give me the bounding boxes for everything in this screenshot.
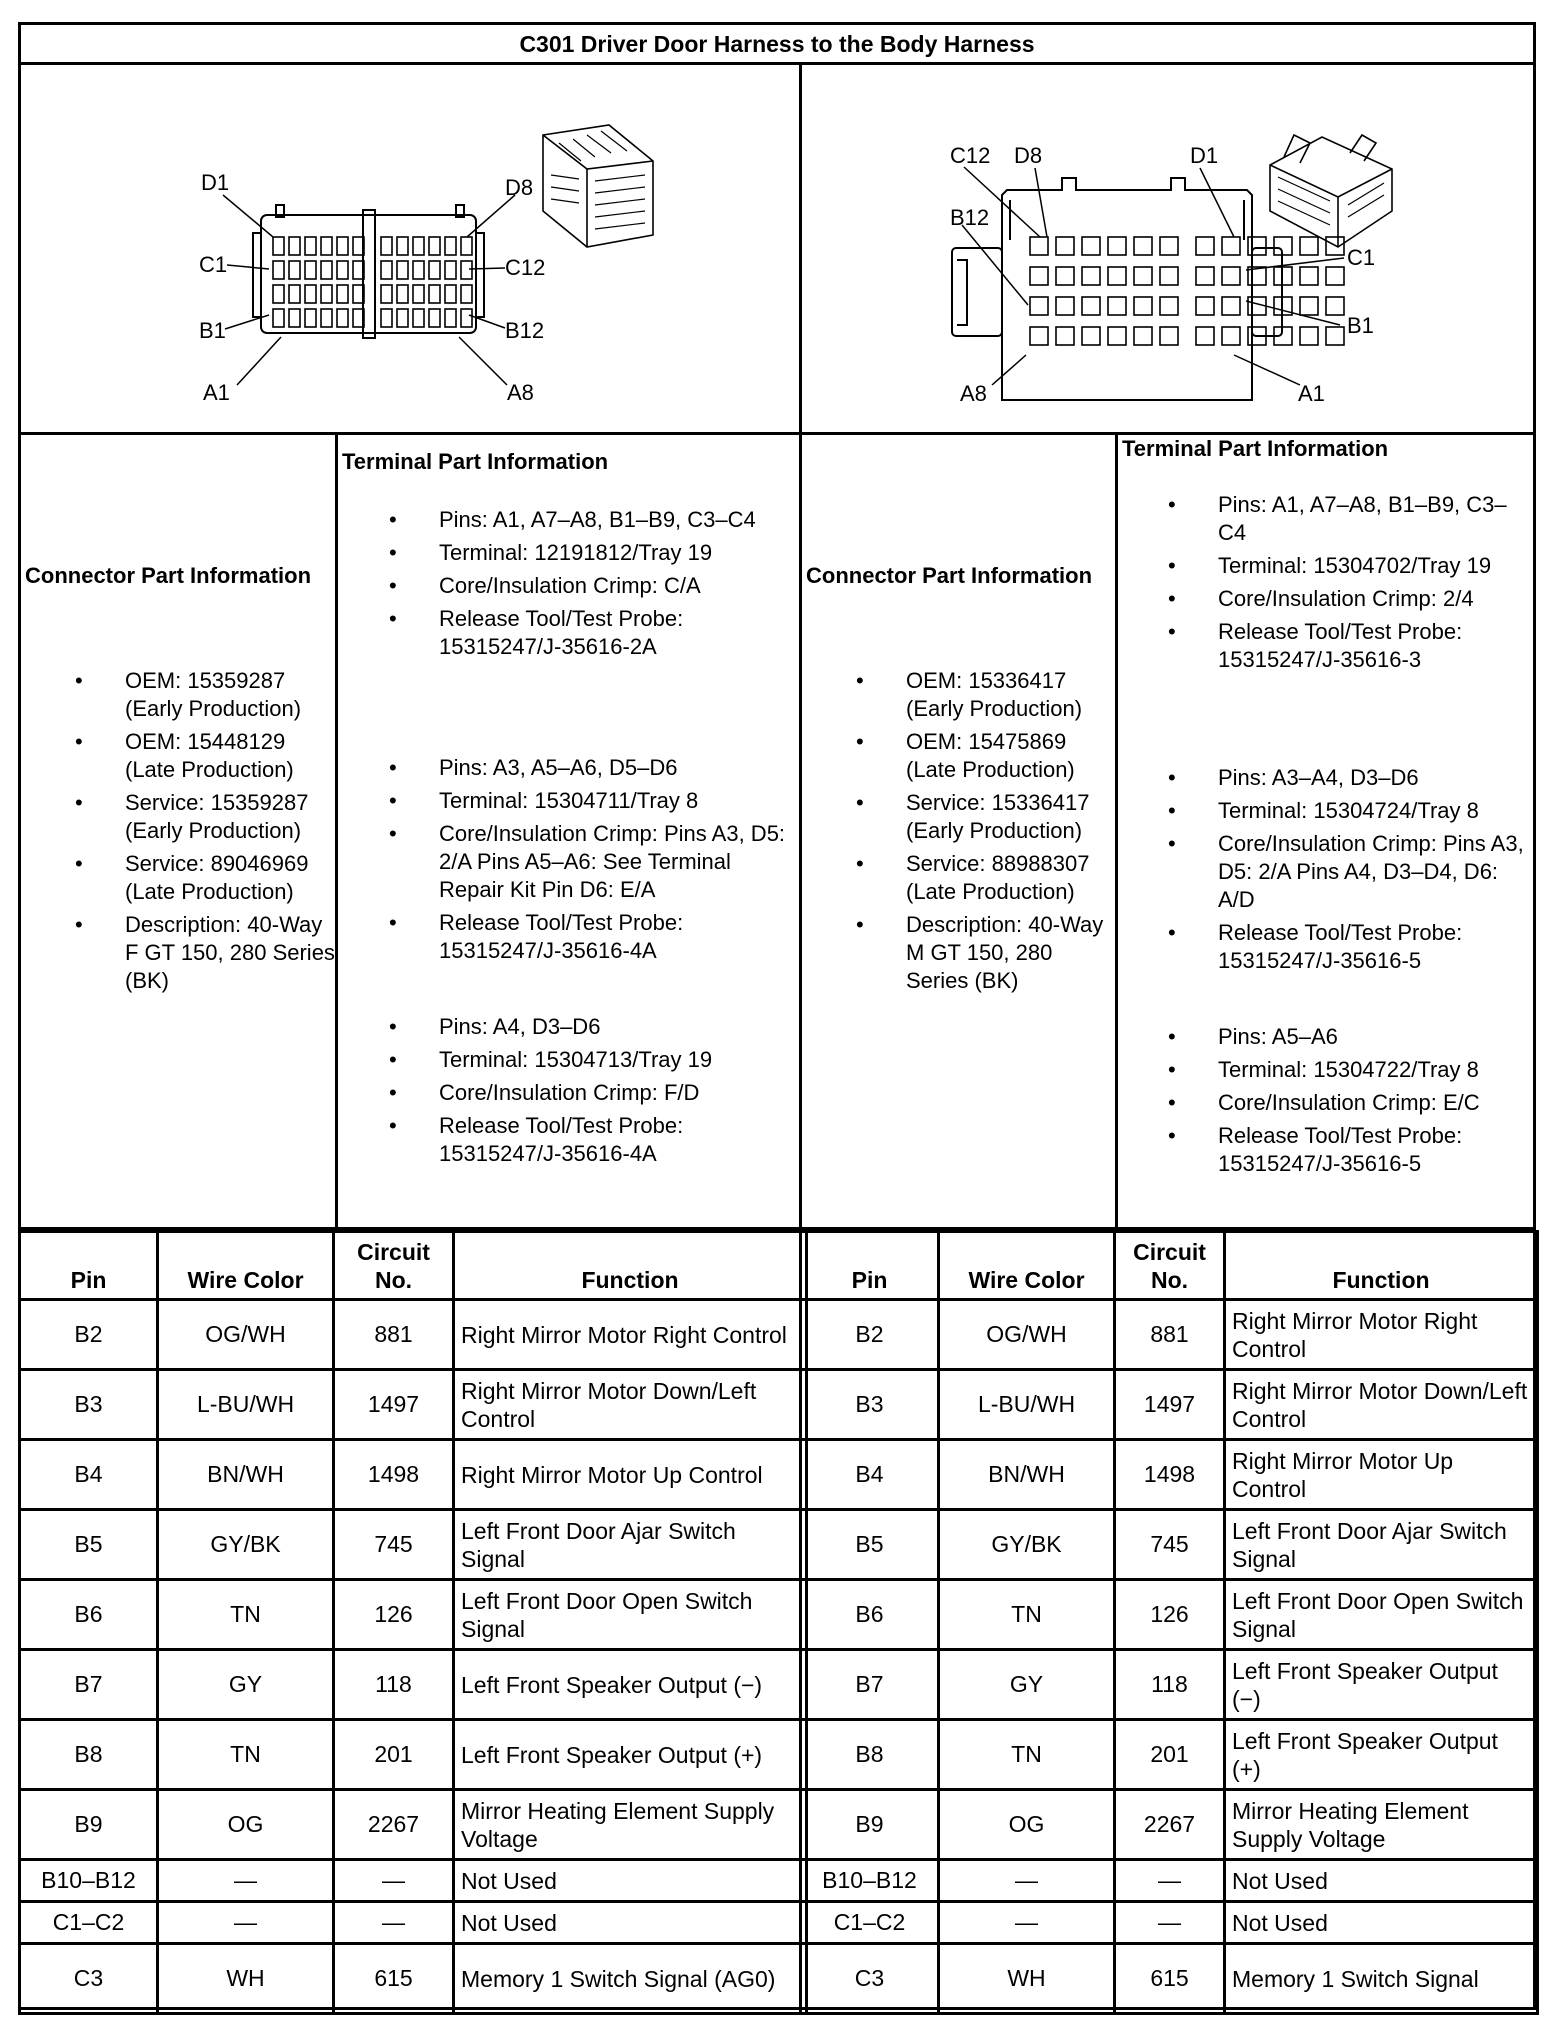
- circuit-cell: 126: [334, 1580, 454, 1650]
- table-row: [801, 1370, 1538, 1440]
- list-item: • Core/Insulation Crimp: C/A: [439, 572, 799, 600]
- terminal-heading: Terminal Part Information: [1122, 436, 1389, 461]
- terminal-heading: Terminal Part Information: [342, 449, 609, 474]
- wire-color-cell: —: [158, 1860, 334, 1902]
- pin-cell: B4: [20, 1440, 158, 1510]
- header-wire-color: Wire Color: [158, 1232, 334, 1300]
- function-cell: Right Mirror Motor Down/Left Control: [1225, 1370, 1538, 1440]
- cavity: [305, 261, 316, 279]
- pin: [1056, 267, 1074, 285]
- cavity: [321, 261, 332, 279]
- header-circuit: Circuit No.: [1115, 1232, 1225, 1300]
- function-cell: Right Mirror Motor Right Control: [1225, 1300, 1538, 1370]
- connector-sheet: [18, 22, 1536, 2010]
- wire-color-cell: GY/BK: [158, 1510, 334, 1580]
- cavity: [337, 309, 348, 327]
- cavity: [273, 309, 284, 327]
- cavity: [429, 285, 440, 303]
- circuit-cell: 118: [1115, 1650, 1225, 1720]
- table-row: [801, 1300, 1538, 1370]
- table-row: [801, 1580, 1538, 1650]
- wire-color-cell: TN: [939, 1580, 1115, 1650]
- function-cell: Not Used: [1225, 1902, 1538, 1944]
- cavity: [461, 285, 472, 303]
- pin-cell: B8: [801, 1720, 939, 1790]
- circuit-cell: 881: [334, 1300, 454, 1370]
- list-item: • Terminal: 15304711/Tray 8: [439, 787, 799, 815]
- pin-cell: B5: [20, 1510, 158, 1580]
- list-item: • Release Tool/Test Probe: 15315247/J-35616-2A: [439, 605, 799, 661]
- function-cell: Right Mirror Motor Down/Left Control: [454, 1370, 807, 1440]
- circuit-cell: 745: [1115, 1510, 1225, 1580]
- pin: [1300, 297, 1318, 315]
- cavity: [397, 261, 408, 279]
- label-d1: D1: [1190, 143, 1219, 168]
- circuit-cell: 2267: [1115, 1790, 1225, 1860]
- list-item: • Release Tool/Test Probe: 15315247/J-35616-4A: [439, 1112, 799, 1168]
- table-row: [20, 1860, 807, 1902]
- cavity: [445, 285, 456, 303]
- function-cell: Left Front Door Ajar Switch Signal: [454, 1510, 807, 1580]
- circuit-cell: —: [334, 1902, 454, 1944]
- pin: [1134, 237, 1152, 255]
- header-wire-color: Wire Color: [939, 1232, 1115, 1300]
- pin: [1160, 237, 1178, 255]
- list-item: • Release Tool/Test Probe: 15315247/J-35616-5: [1218, 919, 1528, 975]
- cavity: [273, 285, 284, 303]
- pin-cell: C1–C2: [801, 1902, 939, 1944]
- pin-cell: C3: [801, 1944, 939, 2014]
- list-item: • Terminal: 15304702/Tray 19: [1218, 552, 1528, 580]
- right-pin-table: [799, 1230, 1539, 2015]
- wire-color-cell: TN: [158, 1720, 334, 1790]
- cavity: [429, 309, 440, 327]
- wire-color-cell: OG: [158, 1790, 334, 1860]
- female-connector-diagram: [21, 65, 802, 432]
- header-circuit: Circuit No.: [334, 1232, 454, 1300]
- wire-color-cell: OG/WH: [939, 1300, 1115, 1370]
- list-item: • Description: 40-Way M GT 150, 280 Series (BK): [906, 911, 1114, 995]
- pin-cell: B10–B12: [20, 1860, 158, 1902]
- label-d8: D8: [505, 175, 534, 200]
- cavity: [289, 261, 300, 279]
- pin: [1326, 327, 1344, 345]
- pin: [1108, 327, 1126, 345]
- right-connector-info: [799, 435, 1115, 1227]
- wire-color-cell: —: [158, 1902, 334, 1944]
- cavity: [429, 261, 440, 279]
- list-item: • OEM: 15448129 (Late Production): [125, 728, 335, 784]
- list-item: • Pins: A3, A5–A6, D5–D6: [439, 754, 799, 782]
- pin: [1196, 327, 1214, 345]
- list-item: • Core/Insulation Crimp: Pins A3, D5: 2/A Pins A5–A6: See Terminal Repair Kit Pin D6: E/A: [439, 820, 799, 904]
- pin: [1222, 297, 1240, 315]
- pin: [1030, 267, 1048, 285]
- circuit-cell: 1498: [1115, 1440, 1225, 1510]
- label-c12: C12: [950, 143, 991, 168]
- table-row: [20, 1370, 807, 1440]
- pin-cell: B9: [801, 1790, 939, 1860]
- function-cell: Not Used: [454, 1860, 807, 1902]
- table-row: [801, 1790, 1538, 1860]
- function-cell: Right Mirror Motor Right Control: [454, 1300, 807, 1370]
- function-cell: Left Front Speaker Output (+): [454, 1720, 807, 1790]
- cavity: [321, 237, 332, 255]
- cavity: [381, 285, 392, 303]
- list-item: • Service: 89046969 (Late Production): [125, 850, 335, 906]
- circuit-cell: —: [1115, 1902, 1225, 1944]
- label-d1: D1: [201, 170, 230, 195]
- pin-cell: B10–B12: [801, 1860, 939, 1902]
- male-connector-drawing: [802, 65, 1533, 432]
- list-item: • Terminal: 15304713/Tray 19: [439, 1046, 799, 1074]
- wire-color-cell: GY: [158, 1650, 334, 1720]
- list-item: • Terminal: 15304722/Tray 8: [1218, 1056, 1528, 1084]
- label-a8: A8: [960, 381, 987, 406]
- table-row: [20, 1944, 807, 2014]
- connector-heading: Connector Part Information: [25, 563, 312, 588]
- cavity: [305, 309, 316, 327]
- circuit-cell: 201: [1115, 1720, 1225, 1790]
- pin: [1134, 327, 1152, 345]
- pin: [1082, 267, 1100, 285]
- pin: [1056, 327, 1074, 345]
- list-item: • Service: 15359287 (Early Production): [125, 789, 335, 845]
- pin-cell: B8: [20, 1720, 158, 1790]
- pin: [1030, 237, 1048, 255]
- connector-3d-icon: [1270, 135, 1392, 247]
- pin: [1056, 237, 1074, 255]
- list-item: • Pins: A1, A7–A8, B1–B9, C3–C4: [1218, 491, 1528, 547]
- cavity: [289, 285, 300, 303]
- list-item: • Pins: A3–A4, D3–D6: [1218, 764, 1528, 792]
- pin: [1030, 297, 1048, 315]
- list-item: • Description: 40-Way F GT 150, 280 Series (BK): [125, 911, 335, 995]
- header-pin: Pin: [801, 1232, 939, 1300]
- table-row: [801, 1902, 1538, 1944]
- header-function: Function: [454, 1232, 807, 1300]
- left-pin-table: [18, 1230, 808, 2015]
- circuit-cell: 1497: [1115, 1370, 1225, 1440]
- function-cell: Mirror Heating Element Supply Voltage: [454, 1790, 807, 1860]
- terminal-group-1: [439, 506, 799, 666]
- function-cell: Memory 1 Switch Signal: [1225, 1944, 1538, 2014]
- pin: [1108, 267, 1126, 285]
- cavity: [461, 261, 472, 279]
- function-cell: Left Front Door Ajar Switch Signal: [1225, 1510, 1538, 1580]
- table-row: [801, 1860, 1538, 1902]
- cavity: [337, 261, 348, 279]
- label-a8: A8: [507, 380, 534, 405]
- pin: [1196, 297, 1214, 315]
- terminal-group-1: [1218, 491, 1528, 679]
- pin: [1160, 327, 1178, 345]
- wire-color-cell: WH: [939, 1944, 1115, 2014]
- list-item: • Release Tool/Test Probe: 15315247/J-35616-4A: [439, 909, 799, 965]
- function-cell: Mirror Heating Element Supply Voltage: [1225, 1790, 1538, 1860]
- function-cell: Left Front Speaker Output (−): [454, 1650, 807, 1720]
- table-row: [801, 1510, 1538, 1580]
- pin: [1030, 327, 1048, 345]
- circuit-cell: 201: [334, 1720, 454, 1790]
- table-row: [20, 1510, 807, 1580]
- list-item: • Pins: A5–A6: [1218, 1023, 1528, 1051]
- pin-cell: B3: [801, 1370, 939, 1440]
- function-cell: Not Used: [454, 1902, 807, 1944]
- pin: [1326, 267, 1344, 285]
- cavity: [413, 309, 424, 327]
- wire-color-cell: L-BU/WH: [939, 1370, 1115, 1440]
- label-b12: B12: [505, 318, 545, 343]
- wire-color-cell: BN/WH: [158, 1440, 334, 1510]
- cavity: [305, 285, 316, 303]
- wire-color-cell: BN/WH: [939, 1440, 1115, 1510]
- cavity: [445, 237, 456, 255]
- pin-cell: C1–C2: [20, 1902, 158, 1944]
- label-c1: C1: [1347, 245, 1376, 270]
- pin-cell: B6: [20, 1580, 158, 1650]
- pin-cell: B2: [801, 1300, 939, 1370]
- circuit-cell: —: [1115, 1860, 1225, 1902]
- list-item: • Core/Insulation Crimp: 2/4: [1218, 585, 1528, 613]
- connector-list: [125, 667, 335, 1000]
- list-item: • Core/Insulation Crimp: Pins A3, D5: 2/A Pins A4, D3–D4, D6: A/D: [1218, 830, 1528, 914]
- terminal-group-2: [439, 754, 799, 970]
- function-cell: Left Front Door Open Switch Signal: [454, 1580, 807, 1650]
- wire-color-cell: TN: [939, 1720, 1115, 1790]
- pin-cell: B4: [801, 1440, 939, 1510]
- left-connector-info: [21, 435, 335, 1227]
- list-item: • OEM: 15475869 (Late Production): [906, 728, 1114, 784]
- wire-color-cell: L-BU/WH: [158, 1370, 334, 1440]
- pin-cell: B7: [20, 1650, 158, 1720]
- pin: [1248, 237, 1266, 255]
- list-item: • Pins: A1, A7–A8, B1–B9, C3–C4: [439, 506, 799, 534]
- cavity: [273, 237, 284, 255]
- page-title: C301 Driver Door Harness to the Body Harness: [21, 25, 1533, 65]
- circuit-cell: —: [334, 1860, 454, 1902]
- pin: [1300, 237, 1318, 255]
- table-row: [20, 1790, 807, 1860]
- wire-color-cell: —: [939, 1902, 1115, 1944]
- wire-color-cell: TN: [158, 1580, 334, 1650]
- cavity: [289, 237, 300, 255]
- cavity: [397, 309, 408, 327]
- function-cell: Left Front Speaker Output (+): [1225, 1720, 1538, 1790]
- list-item: • Core/Insulation Crimp: F/D: [439, 1079, 799, 1107]
- function-cell: Memory 1 Switch Signal (AG0): [454, 1944, 807, 2014]
- cavity: [337, 237, 348, 255]
- header-function: Function: [1225, 1232, 1538, 1300]
- terminal-group-2: [1218, 764, 1528, 980]
- label-a1: A1: [203, 380, 230, 405]
- cavity: [445, 261, 456, 279]
- cavity: [461, 237, 472, 255]
- wire-color-cell: OG: [939, 1790, 1115, 1860]
- pin: [1108, 237, 1126, 255]
- function-cell: Left Front Speaker Output (−): [1225, 1650, 1538, 1720]
- pin: [1326, 297, 1344, 315]
- pin: [1222, 327, 1240, 345]
- terminal-group-3: [439, 1013, 799, 1173]
- pin: [1300, 267, 1318, 285]
- wire-color-cell: —: [939, 1860, 1115, 1902]
- cavity: [397, 285, 408, 303]
- pin: [1134, 297, 1152, 315]
- pin: [1082, 327, 1100, 345]
- wire-color-cell: GY/BK: [939, 1510, 1115, 1580]
- cavity: [381, 309, 392, 327]
- pin: [1056, 297, 1074, 315]
- header-pin: Pin: [20, 1232, 158, 1300]
- circuit-cell: 1497: [334, 1370, 454, 1440]
- function-cell: Not Used: [1225, 1860, 1538, 1902]
- table-row: [20, 1300, 807, 1370]
- list-item: • Terminal: 12191812/Tray 19: [439, 539, 799, 567]
- circuit-cell: 1498: [334, 1440, 454, 1510]
- cavity: [381, 237, 392, 255]
- label-c12: C12: [505, 255, 546, 280]
- pin: [1108, 297, 1126, 315]
- function-cell: Right Mirror Motor Up Control: [454, 1440, 807, 1510]
- cavity: [429, 237, 440, 255]
- list-item: • Core/Insulation Crimp: E/C: [1218, 1089, 1528, 1117]
- list-item: • Service: 88988307 (Late Production): [906, 850, 1114, 906]
- list-item: • Release Tool/Test Probe: 15315247/J-35616-3: [1218, 618, 1528, 674]
- label-d8: D8: [1014, 143, 1043, 168]
- circuit-cell: 2267: [334, 1790, 454, 1860]
- table-row: [20, 1902, 807, 1944]
- left-terminal-info: [335, 435, 802, 1227]
- list-item: • Release Tool/Test Probe: 15315247/J-35616-5: [1218, 1122, 1528, 1178]
- pin: [1196, 267, 1214, 285]
- cavity: [413, 285, 424, 303]
- pin: [1082, 297, 1100, 315]
- cavity: [381, 261, 392, 279]
- pin-cell: B2: [20, 1300, 158, 1370]
- connector-3d-icon: [543, 125, 653, 247]
- pin: [1222, 237, 1240, 255]
- pin-cell: B9: [20, 1790, 158, 1860]
- circuit-cell: 615: [1115, 1944, 1225, 2014]
- table-row: [801, 1944, 1538, 2014]
- cavity: [289, 309, 300, 327]
- table-row: [20, 1720, 807, 1790]
- pin-cell: B5: [801, 1510, 939, 1580]
- cavity: [321, 285, 332, 303]
- label-b12: B12: [950, 205, 990, 230]
- function-cell: Left Front Door Open Switch Signal: [1225, 1580, 1538, 1650]
- cavity: [413, 261, 424, 279]
- cavity: [413, 237, 424, 255]
- label-a1: A1: [1298, 381, 1325, 406]
- circuit-cell: 615: [334, 1944, 454, 2014]
- function-cell: Right Mirror Motor Up Control: [1225, 1440, 1538, 1510]
- pin: [1160, 297, 1178, 315]
- label-c1: C1: [199, 252, 228, 277]
- wire-color-cell: WH: [158, 1944, 334, 2014]
- table-row: [20, 1440, 807, 1510]
- table-row: [20, 1580, 807, 1650]
- pin-cell: B6: [801, 1580, 939, 1650]
- pin-cell: B3: [20, 1370, 158, 1440]
- connector-list: [906, 667, 1114, 1000]
- label-b1: B1: [199, 318, 226, 343]
- table-row: [801, 1720, 1538, 1790]
- circuit-cell: 126: [1115, 1580, 1225, 1650]
- wire-color-cell: OG/WH: [158, 1300, 334, 1370]
- pin: [1082, 237, 1100, 255]
- pin: [1300, 327, 1318, 345]
- terminal-group-3: [1218, 1023, 1528, 1183]
- cavity: [321, 309, 332, 327]
- female-connector-drawing: [21, 65, 799, 432]
- pin: [1134, 267, 1152, 285]
- pin: [1196, 237, 1214, 255]
- wire-color-cell: GY: [939, 1650, 1115, 1720]
- pin-cell: B7: [801, 1650, 939, 1720]
- pin: [1222, 267, 1240, 285]
- table-row: [801, 1440, 1538, 1510]
- cavity: [445, 309, 456, 327]
- label-b1: B1: [1347, 313, 1374, 338]
- cavity: [397, 237, 408, 255]
- pin-grid: [1030, 237, 1344, 345]
- pin: [1160, 267, 1178, 285]
- cavity-grid: [273, 237, 472, 327]
- connector-heading: Connector Part Information: [806, 563, 1093, 588]
- part-information-row: [21, 432, 1533, 1230]
- cavity: [273, 261, 284, 279]
- circuit-cell: 118: [334, 1650, 454, 1720]
- circuit-cell: 745: [334, 1510, 454, 1580]
- male-connector-diagram: [802, 65, 1533, 432]
- list-item: • OEM: 15359287 (Early Production): [125, 667, 335, 723]
- cavity: [305, 237, 316, 255]
- list-item: • Pins: A4, D3–D6: [439, 1013, 799, 1041]
- table-row: [20, 1650, 807, 1720]
- list-item: • Service: 15336417 (Early Production): [906, 789, 1114, 845]
- pin-cell: C3: [20, 1944, 158, 2014]
- cavity: [461, 309, 472, 327]
- cavity: [337, 285, 348, 303]
- list-item: • OEM: 15336417 (Early Production): [906, 667, 1114, 723]
- list-item: • Terminal: 15304724/Tray 8: [1218, 797, 1528, 825]
- right-terminal-info: [1115, 435, 1533, 1227]
- table-row: [801, 1650, 1538, 1720]
- circuit-cell: 881: [1115, 1300, 1225, 1370]
